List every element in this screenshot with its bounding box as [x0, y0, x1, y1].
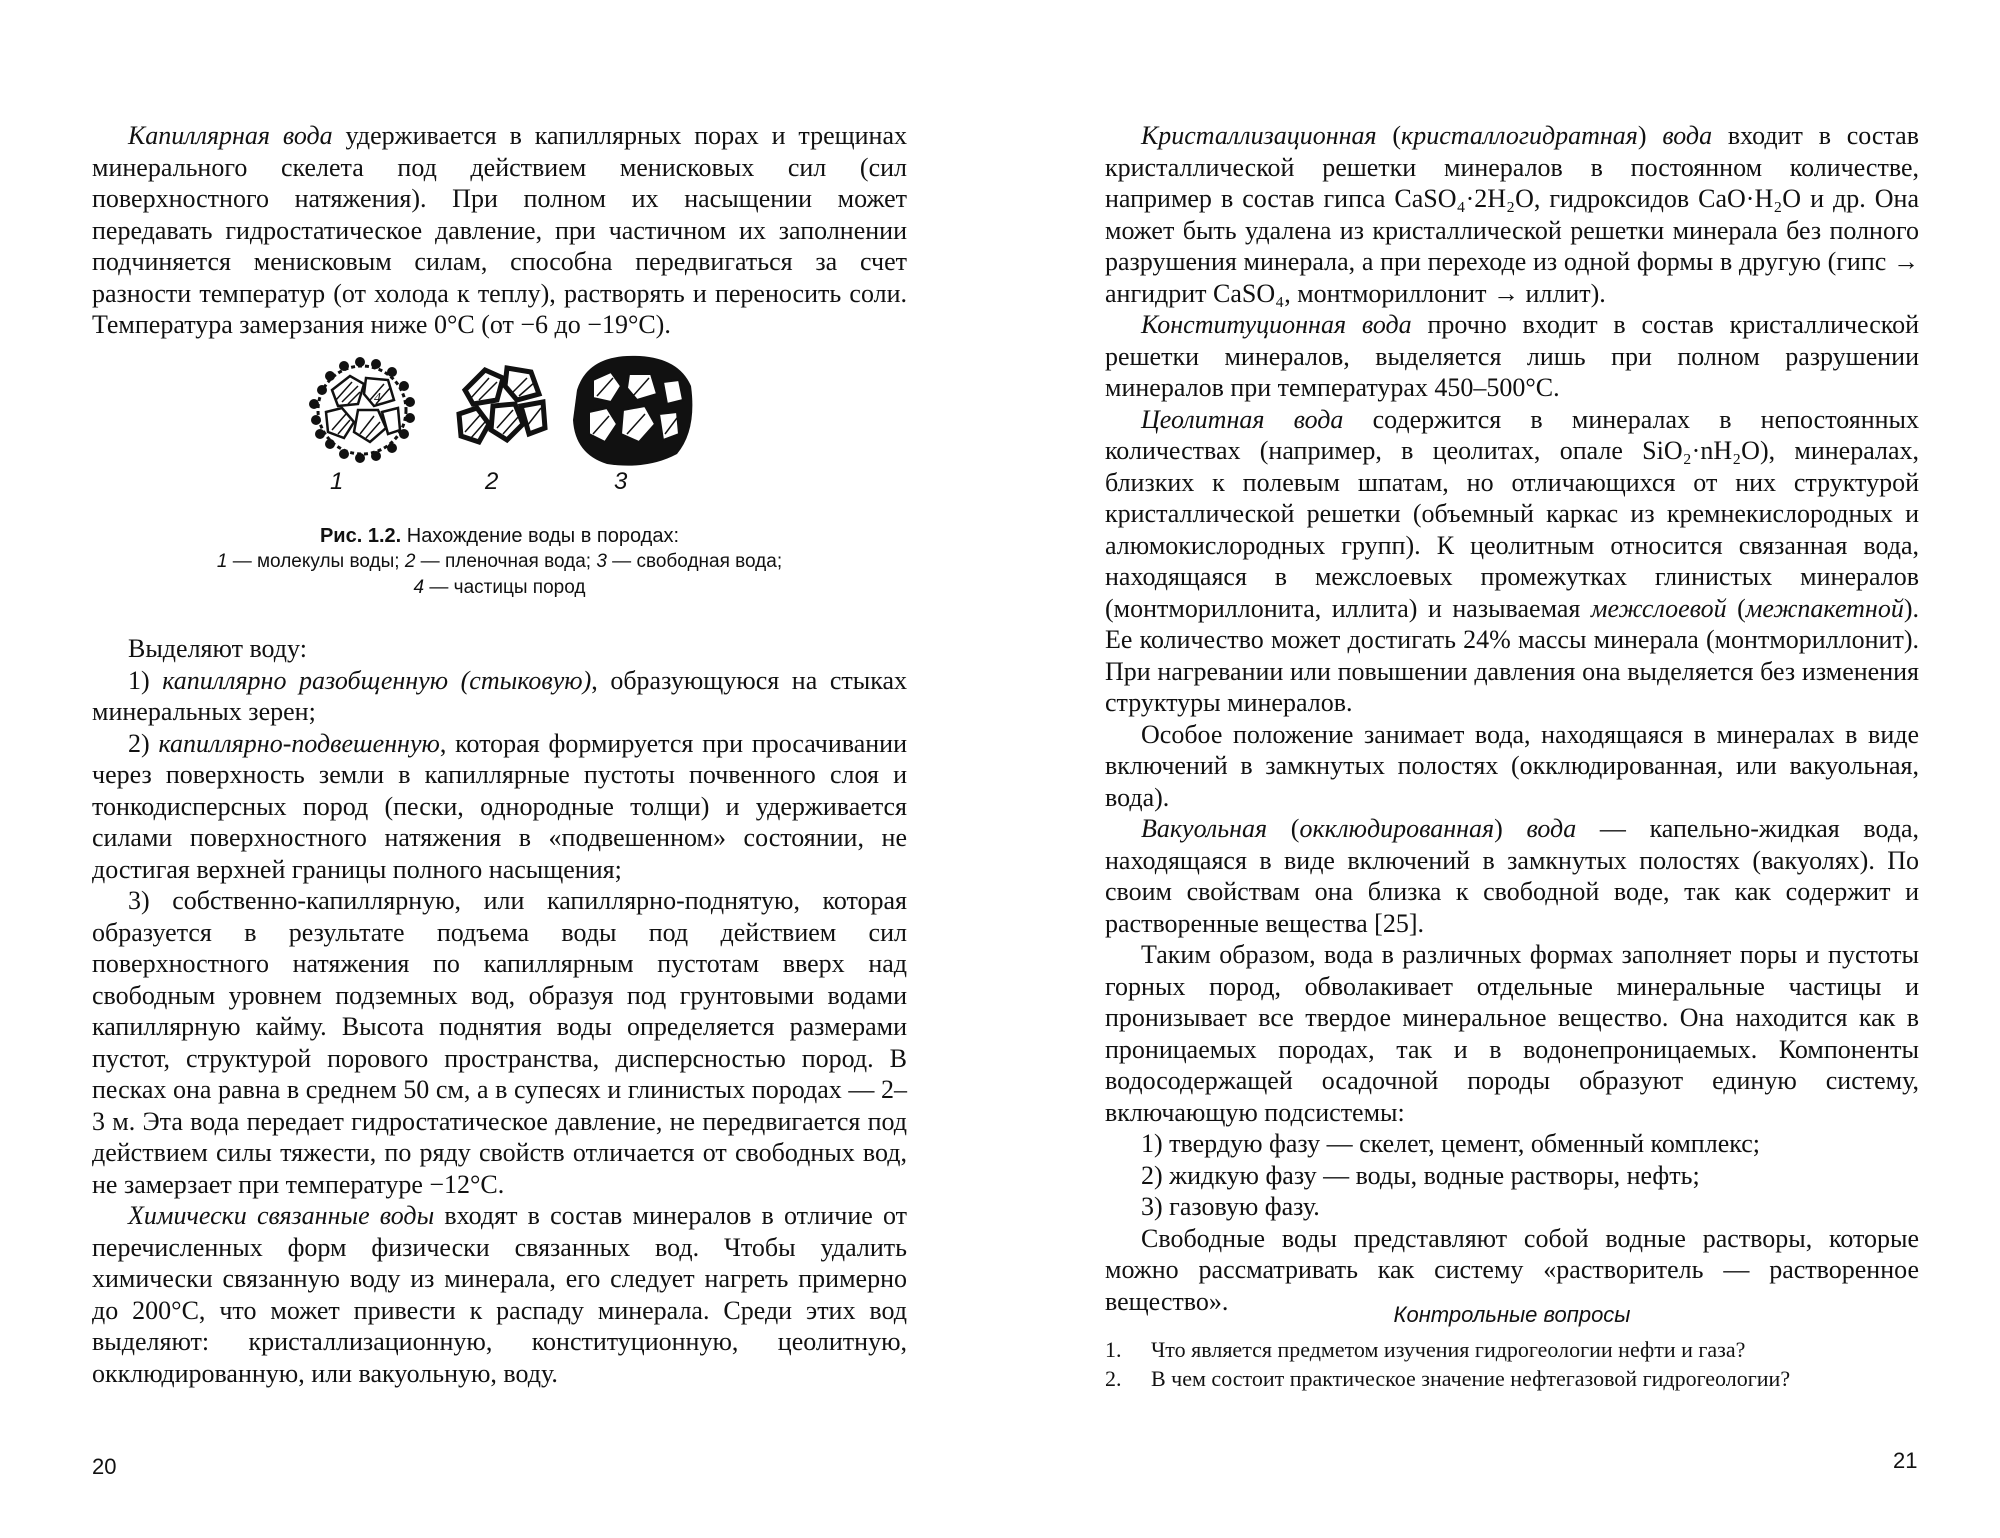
- item: [92, 575, 907, 601]
- paragraph-chemical-water: [92, 1200, 907, 1389]
- page-number-left: 20: [92, 1454, 117, 1479]
- em: 3: [596, 551, 607, 572]
- capillary-section: [92, 120, 907, 341]
- em: Кристаллизационная: [1141, 121, 1377, 150]
- figure-label-3: 3: [614, 468, 628, 495]
- text: 1): [128, 665, 163, 695]
- page-number-right: 21: [1893, 1448, 1918, 1473]
- figure-label-2: 2: [485, 468, 499, 495]
- water-types-section: [92, 633, 907, 1389]
- text: ): [1637, 121, 1663, 150]
- text: 2): [128, 728, 159, 758]
- text: (: [1376, 121, 1402, 150]
- question-item: [1105, 1364, 1919, 1393]
- phase-item-1: 1) твердую фазу — скелет, цемент, обменный комплекс;: [1141, 1129, 1760, 1158]
- em: Вакуольная: [1141, 814, 1268, 843]
- figure-label-1: 1: [330, 468, 344, 495]
- review-questions-heading: Контрольные вопросы: [1393, 1302, 1631, 1327]
- text: Нахождение воды в породах:: [401, 525, 680, 547]
- text: — свободная вода;: [606, 551, 783, 572]
- right-body-text: [1105, 120, 1919, 1317]
- figure-caption: [92, 523, 907, 601]
- paragraph-free-water: Свободные воды представляют собой водные растворы, которые можно рассматривать как систему «растворитель — растворенное вещество».: [1105, 1223, 1919, 1316]
- phase-item-3: 3) газовую фазу.: [1141, 1192, 1320, 1221]
- qn: 2.: [1105, 1366, 1122, 1391]
- text: — молекулы воды;: [227, 551, 405, 572]
- text: (: [1726, 593, 1746, 623]
- text: , образующуюся на стыках минеральных зерен;: [92, 665, 907, 726]
- paragraph-summary: Таким образом, вода в различных формах заполняет поры и пустоты горных пород, обволакивает отдельные минеральные частицы и пронизывает все твердое минеральное вещество. Она находится как в проницаемых породах, так и в водонепроницаемых. Компоненты водосодержащей осадочной породы образуют единую систему, включающую подсистемы:: [1105, 940, 1919, 1127]
- phase-item-2: 2) жидкую фазу — воды, водные растворы, нефть;: [1141, 1160, 1700, 1190]
- list-item-3: 3) собственно-капиллярную, или капиллярно-поднятую, которая образуется в результате подъема воды под действием сил поверхностного натяжения по капиллярным пустотам вверх над свободным уровнем подземных вод, образуя под грунтовыми водами капиллярную кайму. Высота поднятия воды определяется размерами пустот, структурой порового пространства, дисперсностью пород. В песках она равна в среднем 50 см, а в супесях и глинистых породах — 2–3 м. Эта вода передает гидростатическое давление, не передвигается под действием силы тяжести, по ряду свойств отличается от свободных вод, не замерзает при температуре −12°С.: [92, 886, 907, 1199]
- text: удерживается в капиллярных порах и трещинах минерального скелета под действием менисковых сил (сил поверхностного натяжения). При полном их насыщении может передавать гидростатическое давление, при частичном их заполнении подчиняется менисковым силам, способна передвигаться за счет разности температур (от холода к теплу), растворять и переносить соли. Температура замерзания ниже 0°С (от −6 до −19°С).: [92, 121, 907, 339]
- title: [92, 523, 907, 549]
- paragraph-special-position: Особое положение занимает вода, находящаяся в минералах в виде включений в замкнутых полостях (окклюдированная, или вакуольная, вода).: [1105, 719, 1919, 812]
- em: межслоевой: [1590, 593, 1727, 623]
- right-page: [1000, 0, 2000, 1538]
- em: 1: [216, 551, 228, 572]
- em: 2: [404, 551, 416, 572]
- particle-film-water-illustration: [447, 350, 557, 470]
- em: вода: [1662, 121, 1713, 150]
- paragraph-capillary-water: [92, 120, 907, 341]
- figure-1-2: [92, 350, 907, 610]
- item: [92, 549, 907, 575]
- particle-molecules-illustration: [302, 350, 422, 470]
- em: капиллярно-подвешенную: [158, 728, 440, 758]
- text: — пленочная вода;: [415, 551, 597, 572]
- em: окклюдированная: [1299, 814, 1495, 843]
- paragraph-crystallization-water: [1105, 120, 1919, 309]
- qn: 1.: [1105, 1337, 1122, 1362]
- text: (: [1267, 814, 1300, 843]
- em: капиллярно разобщенную (стыковую): [162, 665, 592, 695]
- em: Химически связанные воды: [128, 1201, 435, 1230]
- em: 4: [413, 577, 425, 598]
- lab: Рис. 1.2.: [319, 525, 402, 547]
- review-questions-list: [1105, 1335, 1919, 1393]
- text: входят в состав минералов в отличие от перечисленных форм физически связанных вод. Чтобы удалить химически связанную воду из минерала, его следует нагреть примерно до 200°С, что может привести к распаду минерала. Среди этих вод выделяют: кристаллизационную, конституционную, цеолитную, окклюдированную, или вакуольную, воду.: [92, 1201, 907, 1388]
- text: ): [1494, 814, 1527, 843]
- list-item-1: [92, 665, 907, 728]
- em: кристаллогидратная: [1401, 121, 1638, 150]
- text: Что является предметом изучения гидрогеологии нефти и газа?: [1151, 1337, 1746, 1362]
- particle-free-water-illustration: [567, 350, 697, 470]
- em: Конституционная вода: [1141, 310, 1412, 339]
- intro-line: Выделяют воду:: [128, 634, 307, 663]
- question-item: [1105, 1335, 1919, 1364]
- text: прочно входит в состав кристаллической решетки минералов, выделяется лишь при полном разрушении минералов при температурах 450–500°С.: [1105, 310, 1920, 402]
- marker-4: 4: [374, 391, 381, 406]
- em: межпакетной: [1745, 593, 1904, 623]
- text: , которая формируется при просачивании через поверхность земли в капиллярные пустоты почвенного слоя и тонкодисперсных пород (пески, однородные толщи) и удерживается силами поверхностного натяжения в «подвешенном» состоянии, не достигая верхней границы полного насыщения;: [92, 728, 907, 884]
- text: — капельно-жидкая вода, находящаяся в виде включений в замкнутых полостях (вакуолях). По своим свойствам она близка к свободной воде, так как содержит и растворенные вещества [25].: [1105, 814, 1919, 938]
- text: — частицы пород: [424, 577, 586, 598]
- text: В чем состоит практическое значение нефтегазовой гидрогеологии?: [1151, 1366, 1791, 1391]
- text: входит в состав кристаллической решетки минералов в постоянном количестве, например в состав гипса CaSO₄·2H₂O, гидроксидов CaO·H₂O и др. Она может быть удалена из кристаллической решетки минерала без полного разрушения минерала, а при переходе из одной формы в другую (гипс → ангидрит CaSO₄, монтмориллонит → иллит).: [1105, 121, 1919, 308]
- text: содержится в минералах в непостоянных количествах (например, в цеолитах, опале SiO₂·nH₂O), минералах, близких к полевым шпатам, но отличающихся от них структурой кристаллической решетки (объемный каркас из кремнекислородных и алюмокислородных групп). К цеолитным относится связанная вода, находящаяся в межслоевых промежутках глинистых минералов (монтмориллонита, иллита) и называемая: [1105, 404, 1920, 623]
- em: Цеолитная вода: [1141, 404, 1344, 434]
- paragraph-constitutional-water: [1105, 309, 1919, 404]
- text: ). Ее количество может достигать 24% массы минерала (монтмориллонит). При нагревании или повышении давления она выделяется без изменения структуры минералов.: [1105, 593, 1919, 717]
- paragraph-zeolite-water: [1105, 404, 1919, 719]
- paragraph-vacuole-water: [1105, 813, 1919, 939]
- term-capillary-water: Капиллярная вода: [128, 121, 333, 150]
- em: вода: [1526, 814, 1577, 843]
- list-item-2: [92, 728, 907, 886]
